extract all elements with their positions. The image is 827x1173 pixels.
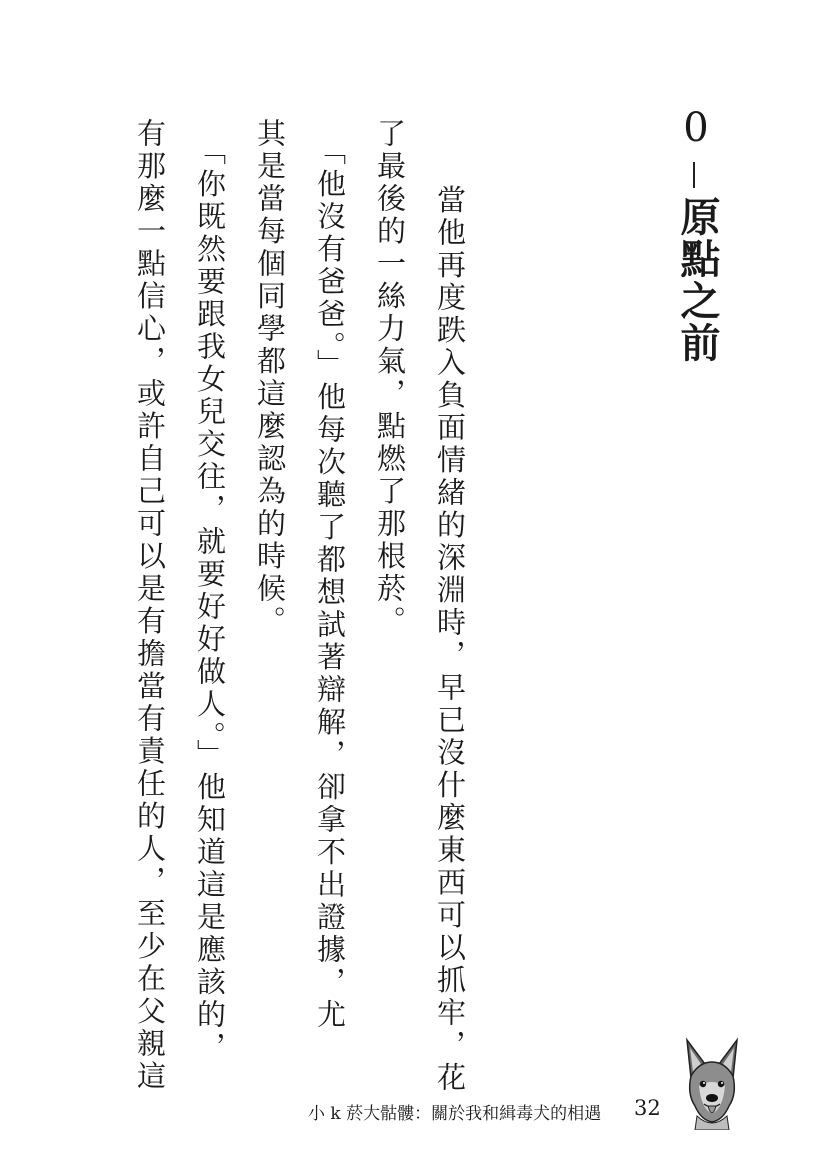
body-line-3: 「他沒有爸爸。」他每次聽了都想試著辯解，卻拿不出證據，尤 [313, 118, 347, 1032]
german-shepherd-dog-icon [681, 1036, 743, 1130]
chapter-title: 原點之前 [674, 196, 721, 364]
chapter-divider [693, 162, 695, 188]
body-line-5: 「你既然要跟我女兒交往，就要好好做人。」他知道這是應該的， [193, 118, 227, 1064]
body-line-4: 其是當每個同學都這麼認為的時候。 [253, 118, 287, 638]
body-line-2: 了最後的一絲力氣，點燃了那根菸。 [373, 118, 407, 638]
body-line-6: 有那麼一點信心，或許自己可以是有擔當有責任的人，至少在父親這 [133, 118, 167, 1093]
page-number: 32 [634, 1096, 661, 1120]
chapter-number: 0 [683, 105, 709, 151]
body-line-1: 當他再度跌入負面情緒的深淵時，早已沒什麼東西可以抓牢，花 [433, 152, 467, 1095]
running-footer-title: 小 k 菸大骷髏：關於我和緝毒犬的相遇 [308, 1104, 602, 1124]
